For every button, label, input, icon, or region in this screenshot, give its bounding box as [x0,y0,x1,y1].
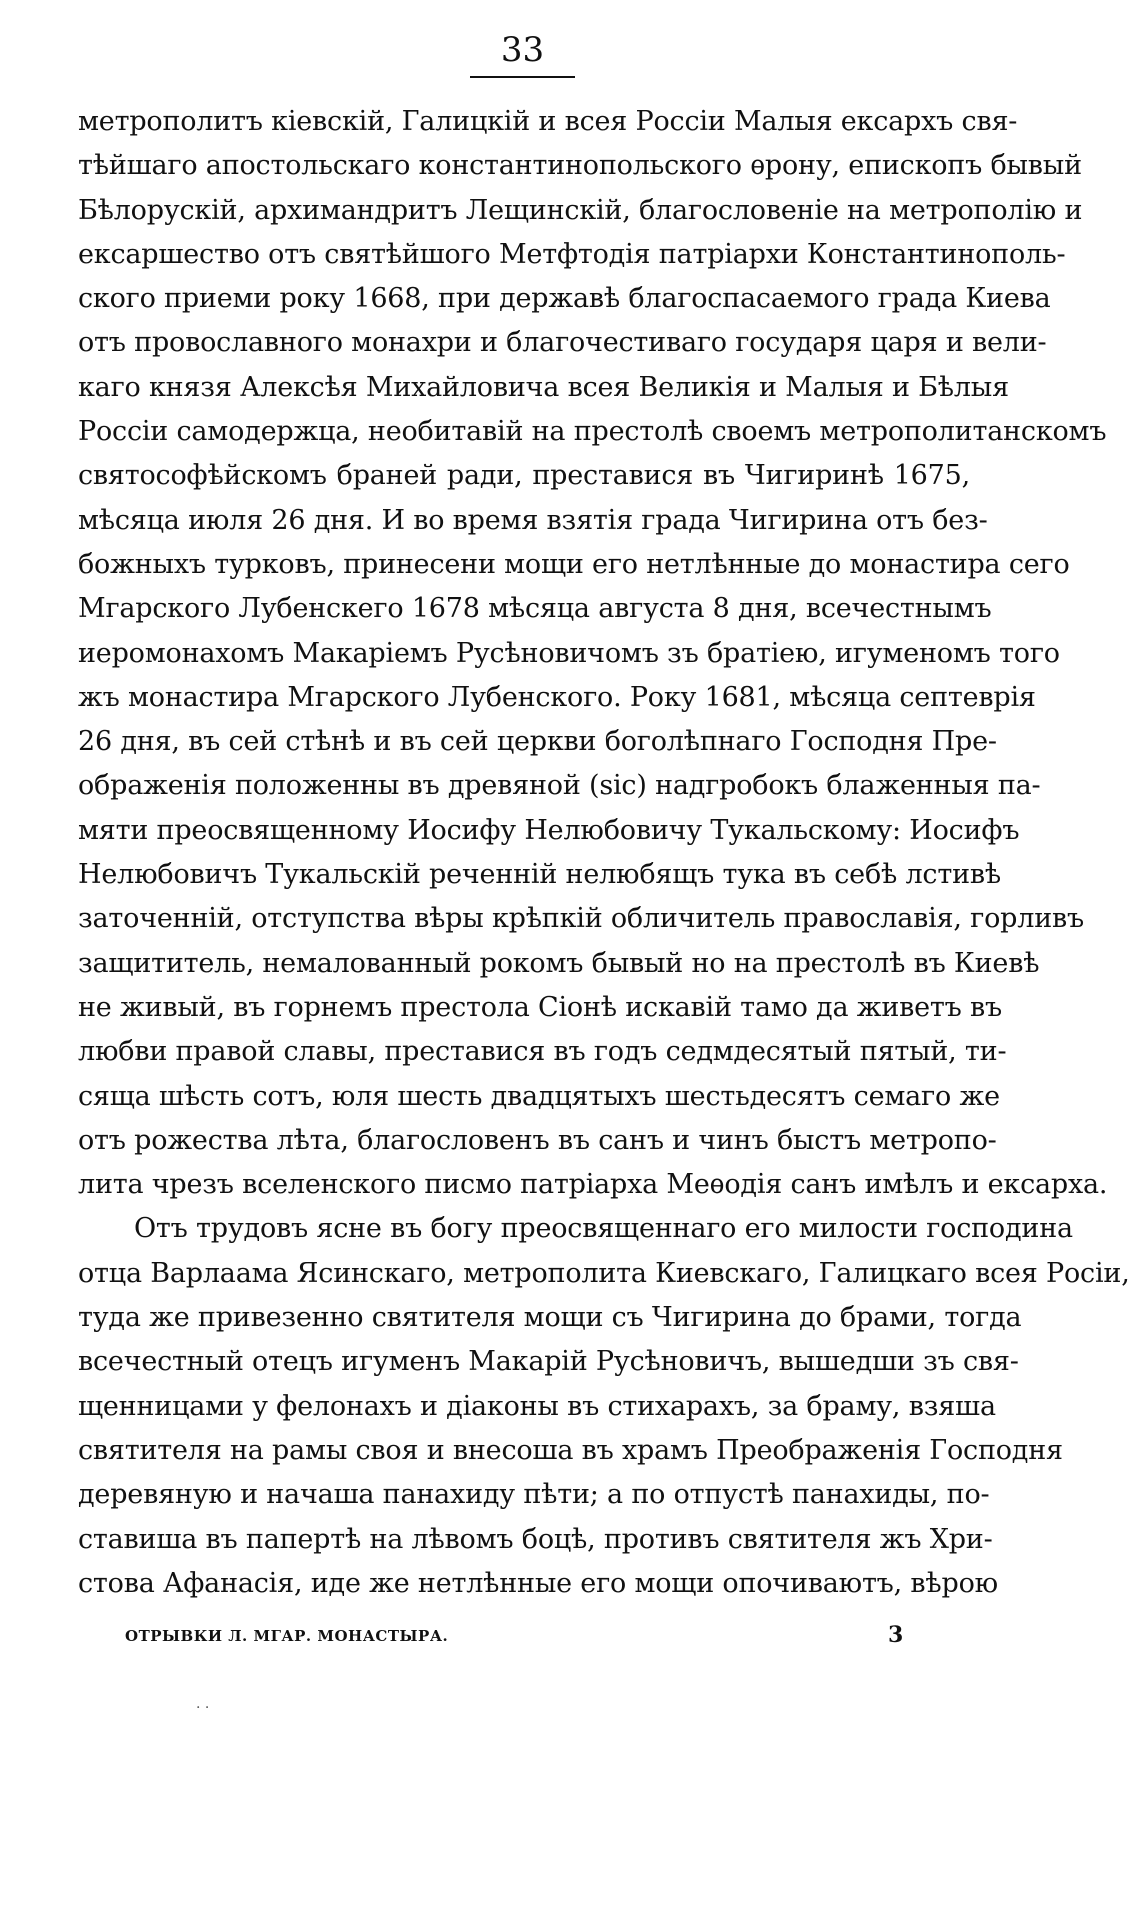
text-line: заточенній, отступства вѣры крѣпкій обличитель православія, горливъ [78,903,1084,935]
text-line: Россіи самодержца, необитавій на престолѣ своемъ метрополитанскомъ [78,416,1107,448]
body-text [78,100,1130,1606]
text-line: щенницами у фелонахъ и діаконы въ стихарахъ, за браму, взяша [78,1390,996,1422]
text-line: Нелюбовичъ Тукальскій реченній нелюбящъ тука въ себѣ лстивѣ [78,859,1001,891]
text-line: божныхъ турковъ, принесени мощи его нетлѣнные до монастира сего [78,548,1070,580]
text-line: отъ провославного монахри и благочестиваго государя царя и вели- [78,327,1047,359]
page-number: 33 [500,30,545,70]
text-line: Бѣлорускій, архимандритъ Лещинскій, благословеніе на метрополію и [78,194,1083,226]
text-line: ставиша въ папертѣ на лѣвомъ боцѣ, противъ святителя жъ Хри- [78,1523,993,1555]
signature-mark: 3 [888,1622,904,1648]
text-line: святософѣйскомъ браней ради, преставися въ Чигиринѣ 1675, [78,460,970,492]
text-line: стова Афанасія, иде же нетлѣнные его мощи опочиваютъ, вѣрою [78,1567,998,1599]
print-speck: · · [196,1700,210,1716]
signature-line: ОТРЫВКИ Л. МГАР. МОНАСТЫРА. [125,1627,449,1645]
text-line: каго князя Алексѣя Михайловича всея Великія и Малыя и Бѣлыя [78,371,1009,403]
text-line: ображенія положенны въ древяной (sic) надгробокъ блаженныя па- [78,770,1041,802]
text-line: защититель, немалованный рокомъ бывый но на престолѣ въ Киевѣ [78,947,1040,979]
text-line: всечестный отецъ игуменъ Макарій Русѣновичъ, вышедши зъ свя- [78,1346,1019,1378]
text-line: иеромонахомъ Макаріемъ Русѣновичомъ зъ братіею, игуменомъ того [78,637,1060,669]
paragraph-1 [78,100,1108,1207]
text-line: метрополитъ кіевскій, Галицкій и всея Россіи Малыя ексархъ свя- [78,106,1018,137]
text-line: не живый, въ горнемъ престола Сіонѣ искавій тамо да живетъ въ [78,991,1003,1023]
text-line: деревяную и начаша панахиду пѣти; а по отпустѣ панахиды, по- [78,1479,990,1511]
text-line: ексаршество отъ святѣйшого Метфтодія патріархи Константинополь- [78,238,1066,270]
text-line: жъ монастира Мгарского Лубенского. Року 1681, мѣсяца септеврія [78,681,1036,713]
text-line: тѣйшаго апостольскаго константинопольского ѳрону, епископъ бывый [78,150,1082,182]
text-line: 26 дня, въ сей стѣнѣ и въ сей церкви боголѣпнаго Господня Пре- [78,726,997,758]
text-line: лита чрезъ вселенского писмо патріарха Меѳодія санъ имѣлъ и ексарха. [78,1169,1108,1201]
text-line: ского приеми року 1668, при державѣ благоспасаемого града Киева [78,283,1051,315]
text-line: любви правой славы, преставися въ годъ седмдесятый пятый, ти- [78,1036,1007,1068]
text-line: отца Варлаама Ясинскаго, метрополита Киевскаго, Галицкаго всея Росіи, [78,1257,1130,1289]
text-line: сяща шѣсть сотъ, юля шесть двадцятыхъ шестьдесятъ семаго же [78,1080,1000,1112]
text-line: туда же привезенно святителя мощи съ Чигирина до брами, тогда [78,1302,1022,1334]
page-number-rule [470,76,575,78]
text-line: мѣсяца июля 26 дня. И во время взятія града Чигирина отъ без- [78,504,988,536]
text-line: мяти преосвященному Иосифу Нелюбовичу Тукальскому: Иосифъ [78,814,1020,846]
text-line: отъ рожества лѣта, благословенъ въ санъ и чинъ быстъ метропо- [78,1124,997,1156]
text-line: Отъ трудовъ ясне въ богу преосвященнаго его милости господина [134,1213,1073,1245]
text-line: святителя на рамы своя и внесоша въ храмъ Преображенія Господня [78,1434,1063,1466]
paragraph-2 [78,1207,1130,1606]
text-line: Мгарского Лубенскего 1678 мѣсяца августа 8 дня, всечестнымъ [78,593,992,625]
